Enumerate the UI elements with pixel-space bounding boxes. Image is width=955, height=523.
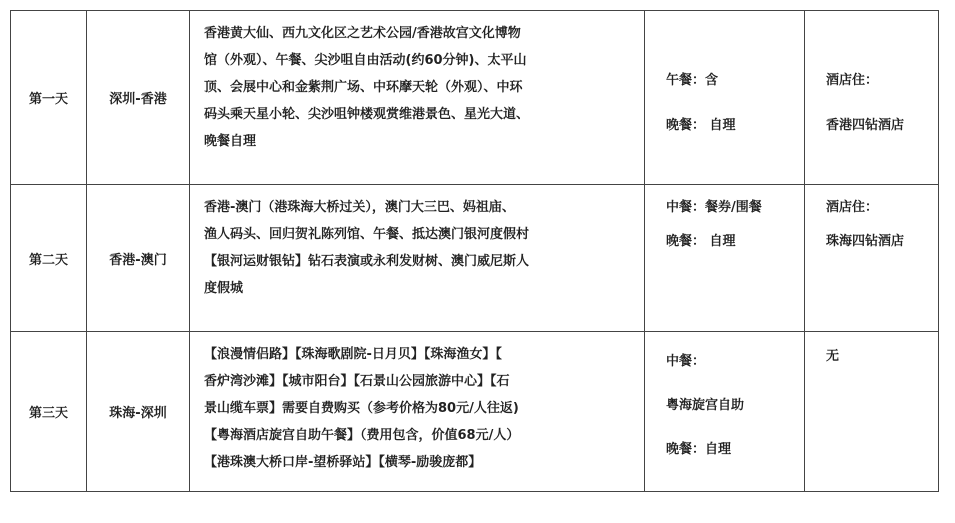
meal-line: 晚餐：自理 (666, 442, 732, 457)
meal-line: 午餐：含 (666, 73, 719, 88)
activity-line: 香港-澳门（港珠海大桥过关），澳门大三巴、妈祖庙、 (204, 200, 515, 215)
hotel-line: 珠海四钻酒店 (826, 234, 905, 249)
day-cell: 第二天 (11, 185, 87, 332)
activity-line: 香炉湾沙滩】【城市阳台】【石景山公园旅游中心】【石 (204, 374, 510, 389)
meal-line: 中餐：餐券/围餐 (666, 200, 762, 215)
activity-line: 渔人码头、回归贺礼陈列馆、午餐、抵达澳门银河度假村 (204, 227, 530, 242)
meal-line: 粤海旋宫自助 (666, 398, 745, 413)
itinerary-row-day-2 (11, 185, 939, 332)
meal-line: 中餐： (666, 354, 706, 369)
activities-cell (190, 332, 645, 492)
activity-line: 【港珠澳大桥口岸-望桥驿站】【横琴-励骏庞都】 (204, 455, 482, 470)
meals-cell (645, 11, 805, 185)
activity-line: 香港黄大仙、西九文化区之艺术公园/香港故宫文化博物 (204, 26, 521, 41)
activity-line: 【银河运财银钻】钻石表演或永利发财树、澳门威尼斯人 (204, 254, 530, 269)
day-cell: 第三天 (11, 332, 87, 492)
meal-line: 晚餐： 自理 (666, 234, 736, 249)
hotel-line: 香港四钻酒店 (826, 118, 905, 133)
itinerary-row-day-1 (11, 11, 939, 185)
meals-cell (645, 332, 805, 492)
activity-line: 【粤海酒店旋宫自助午餐】（费用包含，价值68元/人） (204, 428, 520, 443)
hotel-cell (805, 185, 939, 332)
hotel-line: 酒店住： (826, 200, 879, 215)
hotel-cell (805, 332, 939, 492)
activity-line: 晚餐自理 (204, 134, 257, 149)
meal-line: 晚餐： 自理 (666, 118, 736, 133)
hotel-cell (805, 11, 939, 185)
hotel-line: 无 (826, 349, 840, 364)
itinerary-table (10, 10, 939, 492)
activities-cell (190, 185, 645, 332)
hotel-line: 酒店住： (826, 73, 879, 88)
day-cell: 第一天 (11, 11, 87, 185)
activity-line: 【浪漫情侣路】【珠海歌剧院-日月贝】【珠海渔女】【 (204, 347, 502, 362)
activity-line: 码头乘天星小轮、尖沙咀钟楼观赏维港景色、星光大道、 (204, 107, 530, 122)
activities-cell (190, 11, 645, 185)
activity-line: 馆（外观）、午餐、尖沙咀自由活动(约60分钟)、太平山 (204, 53, 527, 68)
activity-line: 度假城 (204, 281, 244, 296)
route-cell: 香港-澳门 (87, 185, 190, 332)
activity-line: 顶、会展中心和金紫荆广场、中环摩天轮（外观）、中环 (204, 80, 523, 95)
meals-cell (645, 185, 805, 332)
activity-line: 景山缆车票】需要自费购买（参考价格为80元/人往返) (204, 401, 519, 416)
route-cell: 深圳-香港 (87, 11, 190, 185)
itinerary-row-day-3 (11, 332, 939, 492)
route-cell: 珠海-深圳 (87, 332, 190, 492)
